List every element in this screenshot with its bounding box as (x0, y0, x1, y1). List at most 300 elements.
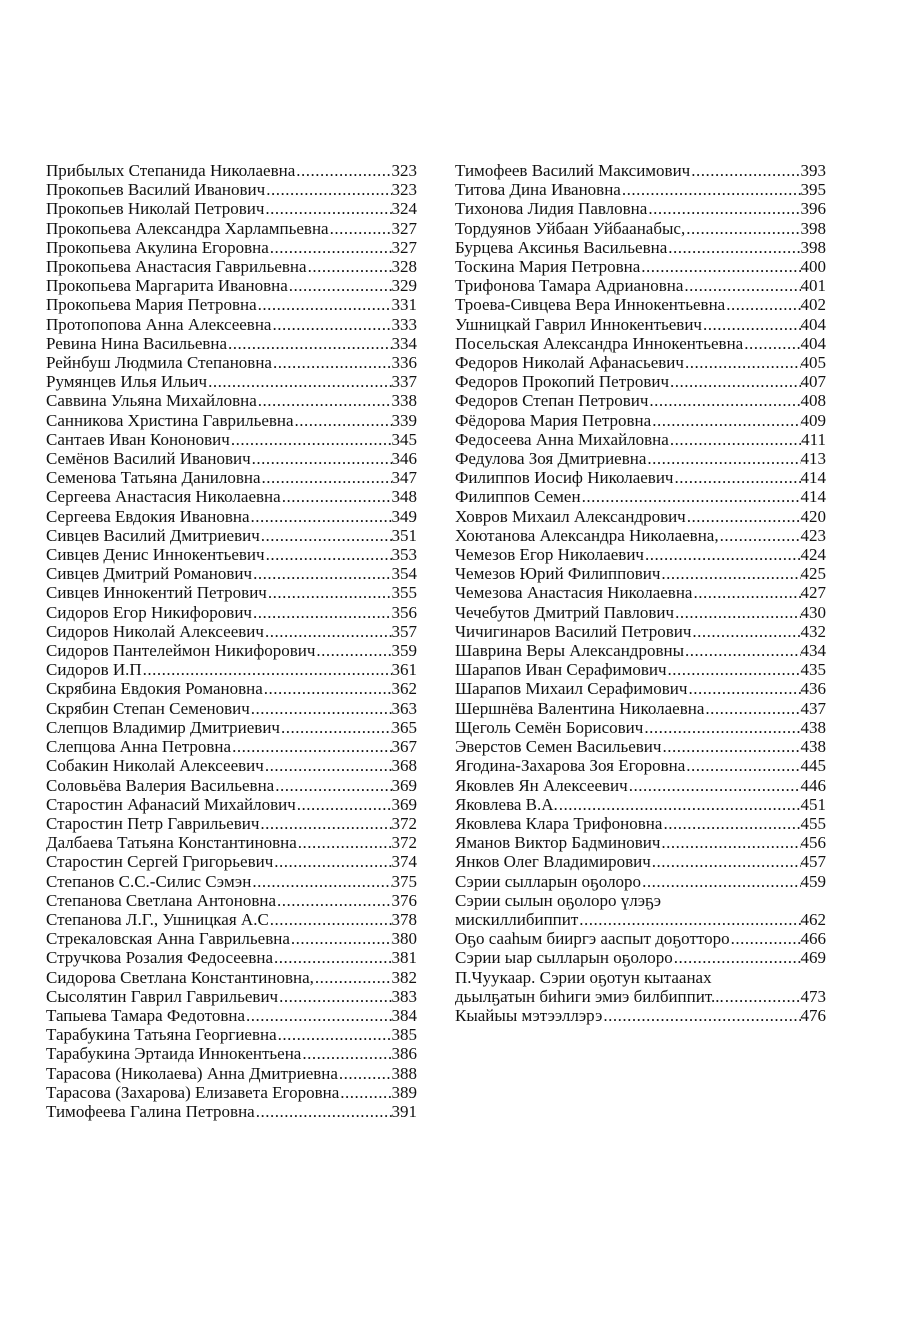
entry-name: Прокопьева Маргарита Ивановна (46, 276, 288, 296)
dot-leader (651, 411, 800, 430)
dot-leader (621, 180, 801, 199)
entry-name: Чечебутов Дмитрий Павлович (455, 602, 675, 622)
index-entry (455, 391, 826, 410)
dot-leader (667, 238, 800, 257)
entry-page-number: 401 (800, 276, 826, 296)
entry-name: Тимофеев Василий Максимович (455, 161, 691, 180)
dot-leader (660, 833, 800, 852)
dot-leader (264, 622, 392, 641)
index-entry (46, 1006, 417, 1025)
entry-name: Санникова Христина Гаврильевна (46, 410, 294, 430)
dot-leader (648, 391, 800, 410)
entry-name: Эверстов Семен Васильевич (455, 737, 662, 757)
entry-name: Ягодина-Захарова Зоя Егоровна (455, 756, 686, 776)
entry-name: Скрябина Евдокия Романовна (46, 679, 263, 699)
index-entry (455, 1006, 826, 1025)
entry-name: Шарапов Михаил Серафимович (455, 679, 688, 699)
entry-page-number: 414 (800, 487, 826, 507)
entry-page-number: 423 (800, 525, 826, 545)
dot-leader (686, 507, 801, 526)
index-entry (46, 334, 417, 353)
dot-leader (251, 872, 391, 891)
entry-page-number: 398 (800, 218, 826, 238)
entry-name: Шарапов Иван Серафимович (455, 660, 667, 680)
dot-leader (273, 948, 391, 967)
index-entry (46, 180, 417, 199)
entry-name: Сивцев Денис Иннокентьевич (46, 545, 265, 565)
entry-name: Федоров Прокопий Петрович (455, 372, 670, 392)
entry-page-number: 348 (391, 487, 417, 507)
index-entry (455, 372, 826, 391)
entry-page-number: 378 (391, 909, 417, 929)
dot-leader (628, 776, 801, 795)
entry-name: Федосеева Анна Михайловна (455, 429, 669, 449)
dot-leader (644, 545, 801, 564)
dot-leader (719, 526, 801, 545)
entry-name: Чемезова Анастасия Николаевна (455, 583, 693, 603)
index-entry (46, 756, 417, 775)
dot-leader (640, 257, 800, 276)
index-entry (455, 315, 826, 334)
entry-page-number: 328 (391, 257, 417, 277)
index-entry (46, 1025, 417, 1044)
entry-name: Прокопьева Мария Петровна (46, 295, 257, 315)
dot-leader (338, 1064, 392, 1083)
entry-name: Янков Олег Владимирович (455, 852, 651, 872)
index-entry (46, 603, 417, 622)
index-entry (455, 910, 826, 929)
entry-name: Тоскина Мария Петровна (455, 257, 641, 277)
index-entry (46, 257, 417, 276)
entry-name: Сидорова Светлана Константиновна, (46, 967, 314, 987)
entry-page-number: 337 (391, 372, 417, 392)
entry-page-number: 469 (800, 948, 826, 968)
dot-leader (684, 641, 800, 660)
index-entry (46, 315, 417, 334)
entry-page-number: 476 (800, 1005, 826, 1025)
entry-page-number: 409 (800, 410, 826, 430)
index-entry (455, 430, 826, 449)
dot-leader (257, 391, 392, 410)
dot-leader (602, 1006, 800, 1025)
entry-name: Тарабукина Татьяна Георгиевна (46, 1025, 277, 1045)
entry-page-number: 338 (391, 391, 417, 411)
entry-name: Сантаев Иван Кононович (46, 429, 230, 449)
index-entry (46, 795, 417, 814)
entry-name: Сергеева Анастасия Николаевна (46, 487, 281, 507)
dot-leader (250, 699, 392, 718)
entry-page-number: 361 (391, 660, 417, 680)
entry-name: Ушницкай Гаврил Иннокентьевич (455, 314, 702, 334)
index-entry (46, 507, 417, 526)
dot-leader (339, 1083, 391, 1102)
entry-name: Шаврина Веры Александровны (455, 641, 685, 661)
index-entry (455, 833, 826, 852)
entry-name: Стручкова Розалия Федосеевна (46, 948, 274, 968)
entry-name: Сергеева Евдокия Ивановна (46, 506, 250, 526)
index-entry (46, 622, 417, 641)
entry-page-number: 357 (391, 621, 417, 641)
entry-name: Стрекаловская Анна Гаврильевна (46, 929, 290, 949)
dot-leader (261, 468, 392, 487)
entry-page-number: 388 (391, 1063, 417, 1083)
dot-leader (641, 872, 800, 891)
entry-name: Далбаева Татьяна Константиновна (46, 833, 297, 853)
index-entry (46, 564, 417, 583)
index-entry (46, 699, 417, 718)
entry-name: Прибылых Степанида Николаевна (46, 161, 296, 180)
dot-leader (702, 315, 801, 334)
entry-name: дьылҕатын биһиги эмиэ билбиппит... (455, 986, 724, 1006)
entry-name: Тарасова (Захарова) Елизавета Егоровна (46, 1082, 340, 1102)
dot-leader (730, 929, 801, 948)
dot-leader (647, 199, 800, 218)
dot-leader (250, 507, 392, 526)
entry-name: Федоров Николай Афанасьевич (455, 353, 684, 373)
index-entry (46, 641, 417, 660)
entry-name: Яковлева В.А. (455, 794, 558, 814)
dot-leader (251, 449, 392, 468)
entry-page-number: 359 (391, 641, 417, 661)
entry-page-number: 404 (800, 333, 826, 353)
entry-page-number: 411 (801, 429, 826, 449)
entry-page-number: 323 (391, 161, 417, 180)
entry-page-number: 347 (391, 468, 417, 488)
dot-leader (669, 430, 801, 449)
dot-leader (690, 161, 800, 180)
dot-leader (307, 257, 392, 276)
dot-leader (674, 468, 801, 487)
index-entry (46, 1083, 417, 1102)
index-column-left (46, 161, 417, 1121)
dot-leader (301, 1044, 391, 1063)
entry-name: Прокопьева Александра Харлампьевна (46, 218, 329, 238)
dot-leader (329, 219, 392, 238)
index-entry (46, 276, 417, 295)
entry-page-number: 430 (800, 602, 826, 622)
index-entry (46, 487, 417, 506)
entry-name: Сивцев Василий Дмитриевич (46, 525, 260, 545)
dot-leader (207, 372, 391, 391)
entry-page-number: 356 (391, 602, 417, 622)
index-entry (455, 872, 826, 891)
entry-page-number: 459 (800, 871, 826, 891)
entry-page-number: 372 (391, 833, 417, 853)
entry-page-number: 355 (391, 583, 417, 603)
dot-leader (265, 180, 391, 199)
dot-leader (683, 276, 800, 295)
dot-leader (252, 603, 392, 622)
index-entry (455, 679, 826, 698)
dot-leader (255, 1102, 392, 1121)
index-entry (46, 161, 417, 180)
index-entry (455, 699, 826, 718)
index-entry (455, 199, 826, 218)
entry-name: Сэрии сылларын оҕолоро (455, 871, 642, 891)
entry-page-number: 345 (391, 429, 417, 449)
entry-page-number: 413 (800, 449, 826, 469)
index-entry (455, 257, 826, 276)
entry-page-number: 380 (391, 929, 417, 949)
entry-page-number: 354 (391, 564, 417, 584)
index-entry (46, 295, 417, 314)
entry-name: Филиппов Иосиф Николаевич (455, 468, 674, 488)
dot-leader (267, 583, 392, 602)
index-entry (455, 795, 826, 814)
index-entry (46, 852, 417, 871)
index-entry (46, 353, 417, 372)
entry-name: Яманов Виктор Бадминович (455, 833, 661, 853)
entry-name: Тапыева Тамара Федотовна (46, 1005, 245, 1025)
entry-name: Старостин Афанасий Михайлович (46, 794, 296, 814)
entry-page-number: 427 (800, 583, 826, 603)
index-entry (455, 852, 826, 871)
entry-page-number: 376 (391, 890, 417, 910)
entry-name: Тарасова (Николаева) Анна Дмитриевна (46, 1063, 338, 1083)
entry-page-number: 346 (391, 449, 417, 469)
entry-page-number: 395 (800, 180, 826, 200)
entry-name: Сэрии ыар сылларын оҕолоро (455, 948, 673, 968)
entry-page-number: 466 (800, 929, 826, 949)
dot-leader (724, 987, 801, 1006)
index-entry (455, 507, 826, 526)
index-entry (46, 679, 417, 698)
entry-name: Хоютанова Александра Николаевна, (455, 525, 719, 545)
dot-leader (704, 699, 800, 718)
index-entry (46, 430, 417, 449)
entry-page-number: 368 (391, 756, 417, 776)
entry-page-number: 367 (391, 737, 417, 757)
index-entry (455, 776, 826, 795)
entry-page-number: 434 (800, 641, 826, 661)
entry-page-number: 420 (800, 506, 826, 526)
entry-name: Рейнбуш Людмила Степановна (46, 353, 272, 373)
entry-name: Чемезов Егор Николаевич (455, 545, 644, 565)
index-entry (455, 487, 826, 506)
entry-page-number: 382 (391, 967, 417, 987)
entry-page-number: 386 (391, 1044, 417, 1064)
entry-name: Семенова Татьяна Даниловна (46, 468, 261, 488)
dot-leader (294, 411, 392, 430)
dot-leader (142, 660, 392, 679)
entry-name: Степанова Л.Г., Ушницкая А.С (46, 909, 269, 929)
entry-name: Яковлев Ян Алексеевич (455, 775, 628, 795)
index-entry (455, 161, 826, 180)
dot-leader (315, 641, 391, 660)
index-entry (46, 545, 417, 564)
entry-name: Прокопьева Анастасия Гаврильевна (46, 257, 307, 277)
entry-name: Оҕо сааһым бииргэ ааспыт доҕотторо (455, 929, 730, 949)
index-entry (455, 987, 826, 1006)
entry-name: Семёнов Василий Иванович (46, 449, 251, 469)
index-entry (455, 891, 826, 910)
entry-page-number: 383 (391, 986, 417, 1006)
index-entry (46, 238, 417, 257)
index-entry (455, 660, 826, 679)
entry-name: Саввина Ульяна Михайловна (46, 391, 257, 411)
entry-page-number: 329 (391, 276, 417, 296)
dot-leader (691, 622, 800, 641)
entry-page-number: 323 (391, 180, 417, 200)
index-entry (455, 353, 826, 372)
entry-name: Прокопьев Николай Петрович (46, 199, 265, 219)
entry-page-number: 375 (391, 871, 417, 891)
entry-name: Сидоров Пантелеймон Никифорович (46, 641, 316, 661)
entry-name: Троева-Сивцева Вера Иннокентьевна (455, 295, 726, 315)
entry-name: Федоров Степан Петрович (455, 391, 649, 411)
entry-name: Трифонова Тамара Адриановна (455, 276, 684, 296)
index-entry (46, 583, 417, 602)
entry-name: Прокопьева Акулина Егоровна (46, 237, 269, 257)
index-entry (46, 1044, 417, 1063)
index-entry (46, 968, 417, 987)
dot-leader (263, 679, 392, 698)
dot-leader (692, 583, 800, 602)
index-entry (455, 929, 826, 948)
dot-leader (290, 929, 392, 948)
dot-leader (269, 910, 392, 929)
index-entry (455, 583, 826, 602)
entry-page-number: 362 (391, 679, 417, 699)
entry-page-number: 374 (391, 852, 417, 872)
entry-page-number: 438 (800, 717, 826, 737)
index-entry (46, 199, 417, 218)
dot-leader (725, 295, 800, 314)
dot-leader (651, 852, 801, 871)
dot-leader (272, 353, 392, 372)
entry-name: Ховров Михаил Александрович (455, 506, 686, 526)
index-entry (455, 295, 826, 314)
entry-name: Сидоров Егор Никифорович (46, 602, 252, 622)
index-entry (455, 468, 826, 487)
entry-page-number: 334 (391, 333, 417, 353)
index-entry (46, 1064, 417, 1083)
entry-name: Старостин Петр Гаврильевич (46, 813, 260, 833)
entry-page-number: 407 (800, 372, 826, 392)
index-entry (455, 603, 826, 622)
index-entry (455, 968, 826, 987)
dot-leader (288, 276, 392, 295)
dot-leader (578, 910, 800, 929)
entry-page-number: 372 (391, 813, 417, 833)
index-entry (46, 718, 417, 737)
entry-page-number: 402 (800, 295, 826, 315)
entry-name: Сивцев Дмитрий Романович (46, 564, 253, 584)
entry-name: Соловьёва Валерия Васильевна (46, 775, 275, 795)
entry-page-number: 436 (800, 679, 826, 699)
entry-page-number: 349 (391, 506, 417, 526)
index-entry (455, 814, 826, 833)
index-entry (46, 219, 417, 238)
index-entry (46, 987, 417, 1006)
entry-page-number: 462 (800, 909, 826, 929)
entry-name: Тарабукина Эртаида Иннокентьена (46, 1044, 302, 1064)
entry-name: Тимофеева Галина Петровна (46, 1101, 255, 1121)
dot-leader (669, 372, 800, 391)
entry-name: Прокопьев Василий Иванович (46, 180, 266, 200)
dot-leader (667, 660, 801, 679)
index-entry (455, 526, 826, 545)
entry-name: Собакин Николай Алексеевич (46, 756, 264, 776)
dot-leader (276, 891, 391, 910)
entry-page-number: 404 (800, 314, 826, 334)
entry-name: Титова Дина Ивановна (455, 180, 621, 200)
entry-name: Старостин Сергей Григорьевич (46, 852, 274, 872)
index-entry (46, 833, 417, 852)
index-entry (455, 564, 826, 583)
index-entry (455, 737, 826, 756)
entry-name: Сидоров И.П (46, 660, 142, 680)
dot-leader (296, 795, 392, 814)
dot-leader (252, 564, 391, 583)
entry-name: Тордуянов Уйбаан Уйбаанабыс, (455, 218, 686, 238)
entry-name: Щеголь Семён Борисович (455, 717, 644, 737)
dot-leader (674, 603, 800, 622)
dot-leader (271, 315, 391, 334)
entry-name: мискиллибиппит (455, 909, 579, 929)
entry-name: Сэрии сылын оҕолоро үлэҕэ (455, 890, 662, 910)
dot-leader (278, 987, 391, 1006)
dot-leader (274, 776, 391, 795)
entry-name: Сысолятин Гаврил Гаврильевич (46, 986, 279, 1006)
index-entry (455, 411, 826, 430)
index-entry (455, 219, 826, 238)
entry-name: П.Чуукаар. Сэрии оҕотун кытаанах (455, 967, 712, 987)
entry-page-number: 365 (391, 717, 417, 737)
entry-page-number: 445 (800, 756, 826, 776)
entry-page-number: 455 (800, 813, 826, 833)
entry-name: Скрябин Степан Семенович (46, 698, 250, 718)
entry-page-number: 324 (391, 199, 417, 219)
entry-page-number: 391 (391, 1101, 417, 1121)
index-entry (455, 948, 826, 967)
entry-page-number: 393 (800, 161, 826, 180)
entry-page-number: 331 (391, 295, 417, 315)
dot-leader (273, 852, 391, 871)
entry-page-number: 396 (800, 199, 826, 219)
entry-name: Кыайыы мэтээллэрэ (455, 1005, 603, 1025)
index-entry (46, 891, 417, 910)
index-entry (455, 449, 826, 468)
index-column-right (455, 161, 826, 1025)
index-entry (455, 756, 826, 775)
index-entry (455, 238, 826, 257)
entry-page-number: 414 (800, 468, 826, 488)
dot-leader (743, 334, 800, 353)
index-entry (46, 660, 417, 679)
dot-leader (687, 679, 800, 698)
dot-leader (281, 487, 392, 506)
dot-leader (260, 526, 392, 545)
dot-leader (265, 545, 392, 564)
entry-page-number: 435 (800, 660, 826, 680)
entry-page-number: 353 (391, 545, 417, 565)
dot-leader (558, 795, 801, 814)
entry-name: Федулова Зоя Дмитриевна (455, 449, 647, 469)
index-entry (46, 776, 417, 795)
index-entry (455, 718, 826, 737)
entry-page-number: 446 (800, 775, 826, 795)
entry-page-number: 451 (800, 794, 826, 814)
entry-name: Слепцова Анна Петровна (46, 737, 232, 757)
entry-page-number: 425 (800, 564, 826, 584)
dot-leader (297, 833, 392, 852)
index-entry (455, 180, 826, 199)
entry-name: Сидоров Николай Алексеевич (46, 621, 264, 641)
entry-name: Протопопова Анна Алексеевна (46, 314, 272, 334)
entry-page-number: 369 (391, 794, 417, 814)
entry-name: Чичигинаров Василий Петрович (455, 621, 692, 641)
